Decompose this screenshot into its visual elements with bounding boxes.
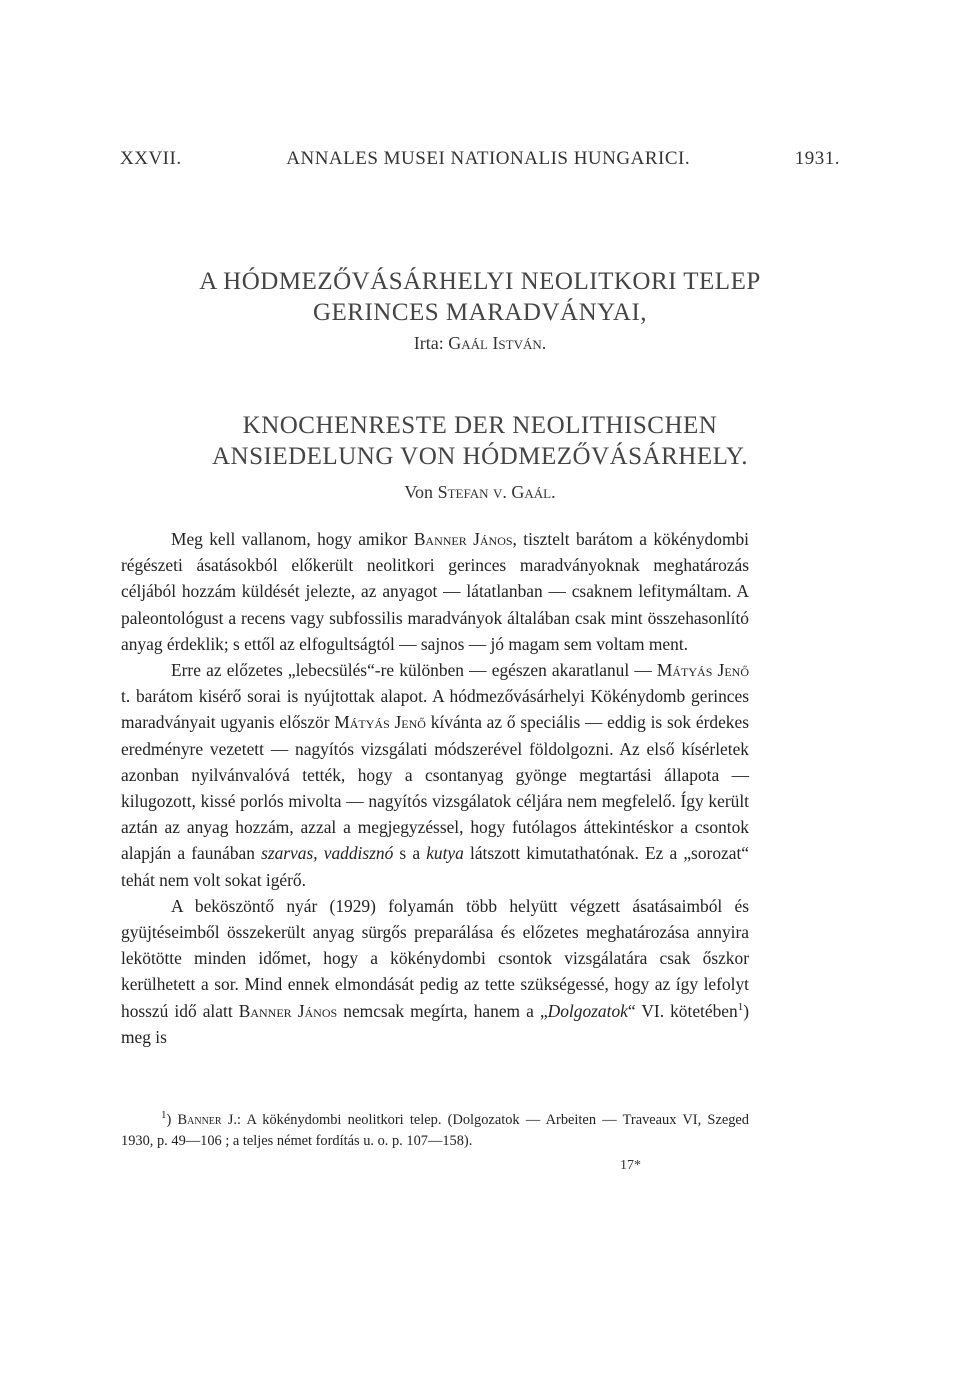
header-volume: XXVII. xyxy=(120,148,182,169)
footnote-reference[interactable]: 1 xyxy=(737,1000,744,1013)
running-header xyxy=(120,148,840,170)
header-year: 1931. xyxy=(794,148,840,169)
p3-text-b: nemcsak megírta, hanem a „ xyxy=(337,1000,548,1021)
p3-text-c: “ VI. kötetében xyxy=(627,1000,738,1021)
byline-de-author: Stefan v. Gaál. xyxy=(437,482,556,502)
p2-name-matyas-1: Mátyás Jenő xyxy=(656,660,749,681)
p2-text-e: látszott kimutathatónak. Ez a „sorozat“ tehát nem volt sokat igérő. xyxy=(121,843,749,890)
header-journal: ANNALES MUSEI NATIONALIS HUNGARICI. xyxy=(286,148,691,169)
p2-italic-species: szarvas, vaddisznó xyxy=(261,843,394,864)
title-de-line2: ANSIEDELUNG VON HÓDMEZŐVÁSÁRHELY. xyxy=(212,443,748,470)
footnote-text-b: : A kökénydombi neolitkori telep. (Dolgozatok — Arbeiten — Traveaux VI, Szeged 1930, p. 49—106 ; a teljes német fordítás u. o. p. 107—158). xyxy=(121,1112,749,1149)
byline-german xyxy=(100,482,860,503)
p2-text-d: s a xyxy=(393,843,427,864)
p3-text-d: ) meg is xyxy=(121,1000,750,1047)
footnote-1 xyxy=(121,1110,749,1152)
p3-name-banner: Banner János xyxy=(238,1000,338,1021)
byline-hungarian xyxy=(100,333,860,354)
footnote-mark: 1 xyxy=(161,1109,167,1122)
footnote-name-banner: Banner J. xyxy=(177,1112,238,1128)
title-hungarian xyxy=(100,266,860,328)
footnote xyxy=(121,1110,749,1152)
byline-hu-prefix: Irta: xyxy=(413,333,449,353)
byline-hu-author: Gaál István. xyxy=(448,333,547,353)
p2-name-matyas-2: Mátyás Jenő xyxy=(334,712,426,733)
p3-text-a: A beköszöntő nyár (1929) folyamán több helyütt végzett ásatásaimból és gyüjtéseimből összekerült anyag sürgős preparálása és előzetes meghatározása annyira lekötötte minden időmet, hogy a kökénydombi csontok vizsgálatára csak őszkor kerülhetett a sor. Mind ennek elmondását pedig az tette szükségessé, hogy az így lefolyt hosszú idő alatt xyxy=(121,895,749,1021)
paragraph-3 xyxy=(121,893,749,1050)
p2-text-a: Erre az előzetes „lebecsülés“-re különben — egészen akaratlanul — xyxy=(171,660,657,681)
article-body xyxy=(121,526,749,1050)
title-hu-line1: A HÓDMEZŐVÁSÁRHELYI NEOLITKORI TELEP xyxy=(199,268,761,295)
title-de-line1: KNOCHENRESTE DER NEOLITHISCHEN xyxy=(242,412,718,439)
title-german xyxy=(100,410,860,472)
title-hu-line2: GERINCES MARADVÁNYAI, xyxy=(312,299,648,326)
p2-italic-kutya: kutya xyxy=(426,843,464,864)
p1-text-a: Meg kell vallanom, hogy amikor xyxy=(171,529,414,549)
p2-text-c: kívánta az ő speciális — eddig is sok érdekes eredményre vezetett — nagyítós vizsgálati módszerével földolgozni. Az első kísérletek azonban nyilvánvalóvá tették, hogy a csontanyag gyönge megtartási állapota — kilugozott, kissé porlós mivolta — nagyítós vizsgálatok céljára nem megfelelő. Így került aztán az anyag hozzám, azzal a megjegyzéssel, hogy futólagos áttekintéskor a csontok alapján a faunában xyxy=(121,712,749,864)
printer-signature: 17* xyxy=(620,1158,641,1173)
byline-de-prefix: Von xyxy=(404,482,438,502)
paragraph-1 xyxy=(121,526,749,657)
footnote-text-a: ) xyxy=(166,1112,178,1128)
p3-italic-dolgozatok: Dolgozatok xyxy=(547,1000,628,1021)
p1-text-b: , tisztelt barátom a kökénydombi régészeti ásatásokból előkerült neolitkori gerinces maradványoknak meghatározás céljából hozzám küldését jelezte, az anyagot — látatlanban — csaknem lefitymáltam. A paleontológust a recens vagy subfossilis maradványok általában csak mint összehasonlító anyag érdeklik; s ettől az elfogultságtól — sajnos — jó magam sem voltam ment. xyxy=(121,529,749,654)
p2-text-b: t. barátom kisérő sorai is nyújtottak alapot. A hódmezővásárhelyi Kökénydomb gerinces maradványait ugyanis először xyxy=(121,686,749,733)
paragraph-2 xyxy=(121,657,749,893)
p1-name-banner: Banner János xyxy=(413,529,513,549)
